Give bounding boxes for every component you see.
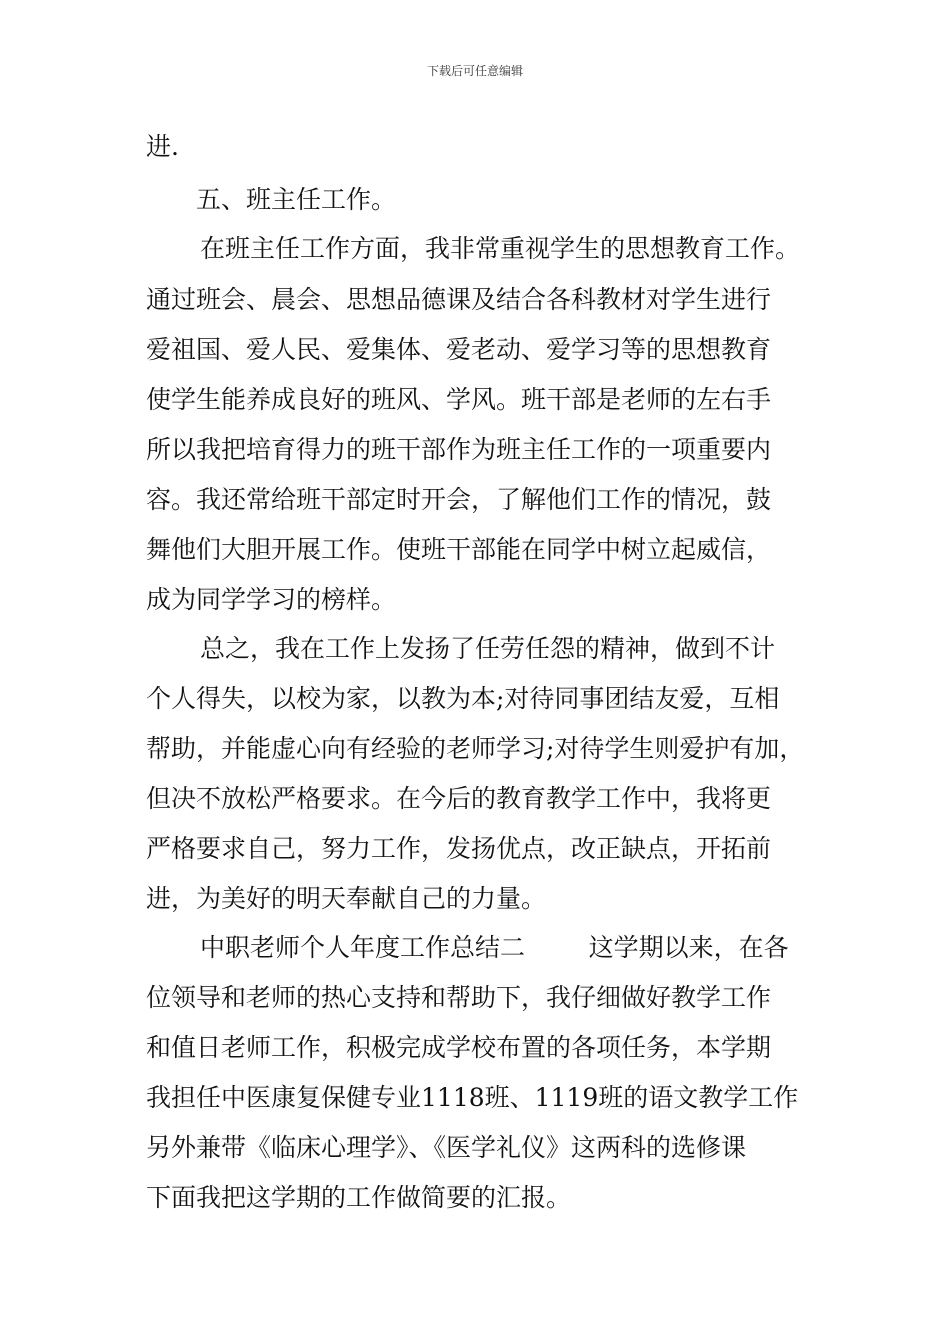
text-line: 中职老师个人年度工作总结二 这学期以来，在各 — [200, 933, 789, 962]
page-header: 下载后可任意编辑 — [426, 64, 523, 78]
text-line: 帮助，并能虚心向有经验的老师学习;对待学生则爱护有加， — [146, 734, 805, 763]
text-line: 所以我把培育得力的班干部作为班主任工作的一项重要内 — [146, 435, 772, 464]
text-line: 爱祖国、爱人民、爱集体、爱老动、爱学习等的思想教育 — [146, 335, 772, 364]
section-heading: 五、班主任工作。 — [196, 185, 397, 214]
text-line: 成为同学学习的榜样。 — [146, 585, 397, 614]
text-line: 我担任中医康复保健专业1118班、1119班的语文教学工作 — [146, 1083, 799, 1112]
text-line: 进. — [146, 132, 179, 161]
text-line: 位领导和老师的热心支持和帮助下，我仔细做好教学工作 — [146, 983, 772, 1012]
text-line: 个人得失，以校为家，以教为本;对待同事团结友爱，互相 — [146, 684, 780, 713]
text-line: 容。我还常给班干部定时开会，了解他们工作的情况，鼓 — [146, 485, 772, 514]
text-line: 通过班会、晨会、思想品德课及结合各科教材对学生进行 — [146, 285, 772, 314]
text-line: 严格要求自己，努力工作，发扬优点，改正缺点，开拓前 — [146, 834, 772, 863]
text-line: 但决不放松严格要求。在今后的教育教学工作中，我将更 — [146, 784, 772, 813]
text-line: 另外兼带《临床心理学》、《医学礼仪》这两科的选修课 — [146, 1133, 747, 1162]
text-line: 在班主任工作方面，我非常重视学生的思想教育工作。 — [200, 234, 801, 263]
text-line: 进，为美好的明天奉献自己的力量。 — [146, 884, 547, 913]
text-line: 舞他们大胆开展工作。使班干部能在同学中树立起威信， — [146, 535, 772, 564]
text-line: 总之，我在工作上发扬了任劳任怨的精神，做到不计 — [200, 634, 776, 663]
text-line: 下面我把这学期的工作做简要的汇报。 — [146, 1183, 572, 1212]
text-line: 使学生能养成良好的班风、学风。班干部是老师的左右手 — [146, 385, 772, 414]
text-line: 和值日老师工作，积极完成学校布置的各项任务，本学期 — [146, 1033, 772, 1062]
